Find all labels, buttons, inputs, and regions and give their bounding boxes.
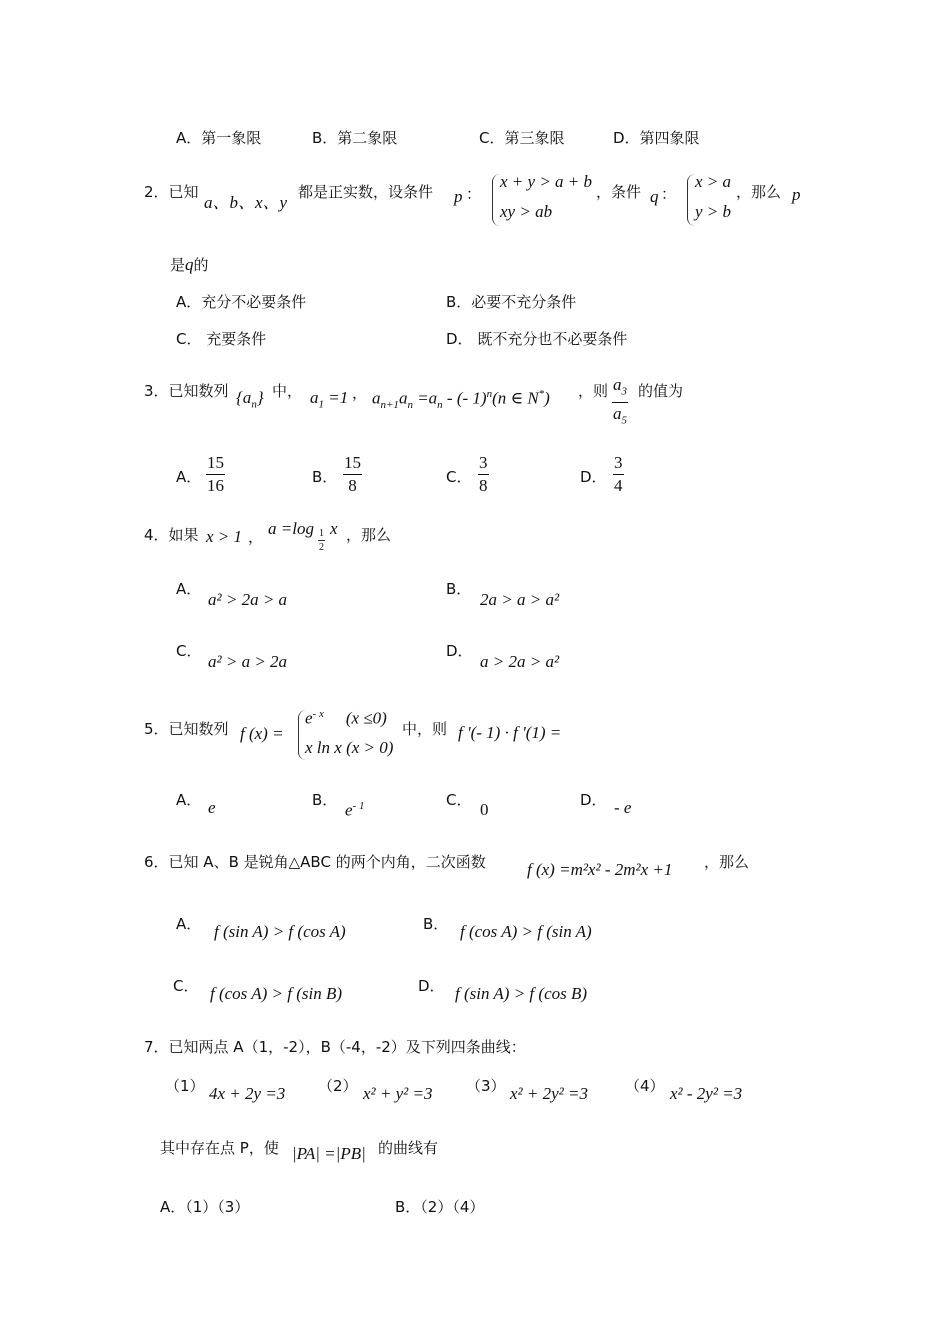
q3-fraction: $\frac{a_3}{a_5}$: [613, 375, 627, 427]
q7-curve-4-label: （4）: [625, 1077, 665, 1095]
q2-text1: 都是正实数，设条件: [298, 183, 434, 201]
q3-option-b-label: B．: [312, 468, 338, 486]
q4-option-d-expr: a > 2a > a²: [480, 652, 560, 671]
q3-option-a-label: A．: [176, 468, 202, 486]
q4-option-a-label: A．: [176, 580, 202, 598]
q4-cond: x > 1: [206, 527, 243, 546]
q2-sys-q-line1: x > a: [695, 172, 732, 191]
q3-mid: 中，: [272, 382, 303, 400]
q2-vars: a、b、x、y: [204, 193, 288, 212]
q5-option-b-label: B．: [312, 791, 338, 809]
q4-option-b-expr: 2a > a > a²: [480, 590, 560, 609]
q6-lead: 6．已知 A、B 是锐角△ABC 的两个内角，二次函数: [144, 853, 486, 871]
q7-line2-post: 的曲线有: [378, 1139, 439, 1157]
q2-sys-p-line2: xy > ab: [500, 202, 553, 221]
q2-colon2: ：: [661, 185, 677, 203]
q2-option-a: A．充分不必要条件: [176, 293, 307, 311]
q1-option-b: B．第二象限: [312, 129, 398, 147]
q4-option-b-label: B．: [446, 580, 472, 598]
q7-curve-3-label: （3）: [466, 1077, 506, 1095]
q2-option-b: B．必要不充分条件: [446, 293, 577, 311]
q7-curve-1-label: （1）: [165, 1077, 205, 1095]
q7-curve-1-expr: 4x + 2y =3: [209, 1084, 286, 1103]
q3-cond1: $a_1 =1$: [310, 388, 349, 411]
q7-option-b: B．（2）（4）: [395, 1198, 485, 1216]
q4-option-c-expr: a² > a > 2a: [208, 652, 288, 671]
q2-line2-pre: 是: [170, 256, 186, 274]
q2-option-d: D． 既不充分也不必要条件: [446, 330, 628, 348]
q2-lead: 2．已知: [144, 183, 199, 201]
q3-option-c-label: C．: [446, 468, 472, 486]
q2-line2-post: 的: [193, 256, 209, 274]
q5-fx: f (x) =: [240, 724, 284, 743]
q6-fx: f (x) =m²x² - 2m²x +1: [527, 860, 673, 879]
q5-option-a-label: A．: [176, 791, 202, 809]
q4-lead: 4．如果: [144, 526, 199, 544]
q2-text3: ，那么: [736, 183, 782, 201]
q2-option-c: C． 充要条件: [176, 330, 267, 348]
q6-option-a-label: A．: [176, 915, 202, 933]
q4-expr-x: x: [330, 519, 338, 538]
q1-option-c: C．第三象限: [479, 129, 565, 147]
q5-mid: 中，则: [402, 720, 448, 738]
q2-colon1: ：: [466, 185, 482, 203]
q2-sys-p-line1: x + y > a + b: [500, 172, 593, 191]
q4-tail: ，那么: [346, 526, 392, 544]
q7-curve-2-label: （2）: [318, 1077, 358, 1095]
q5-option-c-expr: 0: [480, 800, 489, 819]
q4-option-d-label: D．: [446, 642, 473, 660]
q6-option-c-label: C．: [173, 977, 199, 995]
q3-recurrence: $a_{n+1}a_n =a_n$ - (- 1)$^n$(n ∈ N*): [372, 388, 550, 412]
q7-line2-expr: |PA| =|PB|: [292, 1144, 366, 1163]
q3-comma: ，: [352, 384, 368, 402]
q5-option-d-label: D．: [580, 791, 607, 809]
q3-option-d-label: D．: [580, 468, 607, 486]
q5-option-a-expr: e: [208, 798, 216, 817]
q5-case1: $e^{- x}$ (x ≤0): [305, 708, 387, 728]
q5-option-d-expr: - e: [614, 798, 632, 817]
q2-line2: [170, 254, 209, 275]
q2-text2: ，条件: [596, 183, 642, 201]
q1-option-d: D．第四象限: [613, 129, 700, 147]
q7-curve-4-expr: x² - 2y² =3: [670, 1084, 743, 1103]
q7-curve-3-expr: x² + 2y² =3: [510, 1084, 588, 1103]
q4-option-a-expr: a² > 2a > a: [208, 590, 288, 609]
q7-curve-2-expr: x² + y² =3: [363, 1084, 433, 1103]
q5-case2: x ln x (x > 0): [305, 738, 394, 757]
q6-option-b-label: B．: [423, 915, 449, 933]
q2-p: p: [454, 187, 463, 206]
q6-option-d-label: D．: [418, 977, 445, 995]
q2-q: q: [650, 187, 659, 206]
q5-lead: 5．已知数列: [144, 720, 229, 738]
q3-option-b-frac: $\frac{15}{8}$: [344, 453, 361, 495]
q7-line2-pre: 其中存在点 P，使: [160, 1139, 279, 1157]
q6-option-a-expr: f (sin A) > f (cos A): [214, 922, 346, 941]
q5-expr: f '(- 1) · f '(1) =: [458, 723, 562, 742]
q5-option-c-label: C．: [446, 791, 472, 809]
q4-log-base: 1 2: [319, 528, 324, 553]
q2-line2-q: q: [185, 255, 194, 274]
q7-lead: 7．已知两点 A（1，-2），B（-4，-2）及下列四条曲线：: [144, 1038, 526, 1056]
q7-option-a: A．（1）（3）: [160, 1198, 250, 1216]
q3-then: ，则: [578, 382, 609, 400]
q6-tail: ，那么: [704, 853, 750, 871]
q3-tail: 的值为: [638, 382, 684, 400]
q5-option-b-expr: $e^{- 1}$: [345, 800, 365, 820]
q6-option-d-expr: f (sin A) > f (cos B): [455, 984, 588, 1003]
q2-p2: p: [792, 185, 801, 204]
q3-option-d-frac: $\frac{3}{4}$: [614, 453, 623, 495]
q4-option-c-label: C．: [176, 642, 202, 660]
q3-lead: 3．已知数列: [144, 382, 229, 400]
q3-option-c-frac: $\frac{3}{8}$: [479, 453, 488, 495]
q3-seq: $\{a_n\}$: [236, 388, 264, 411]
q4-comma: ，: [248, 528, 264, 546]
q1-option-a: A．第一象限: [176, 129, 262, 147]
q6-option-c-expr: f (cos A) > f (sin B): [210, 984, 343, 1003]
q4-expr: a =log: [268, 519, 314, 538]
q3-option-a-frac: $\frac{15}{16}$: [207, 453, 224, 495]
q2-sys-q-line2: y > b: [695, 202, 732, 221]
q6-option-b-expr: f (cos A) > f (sin A): [460, 922, 592, 941]
